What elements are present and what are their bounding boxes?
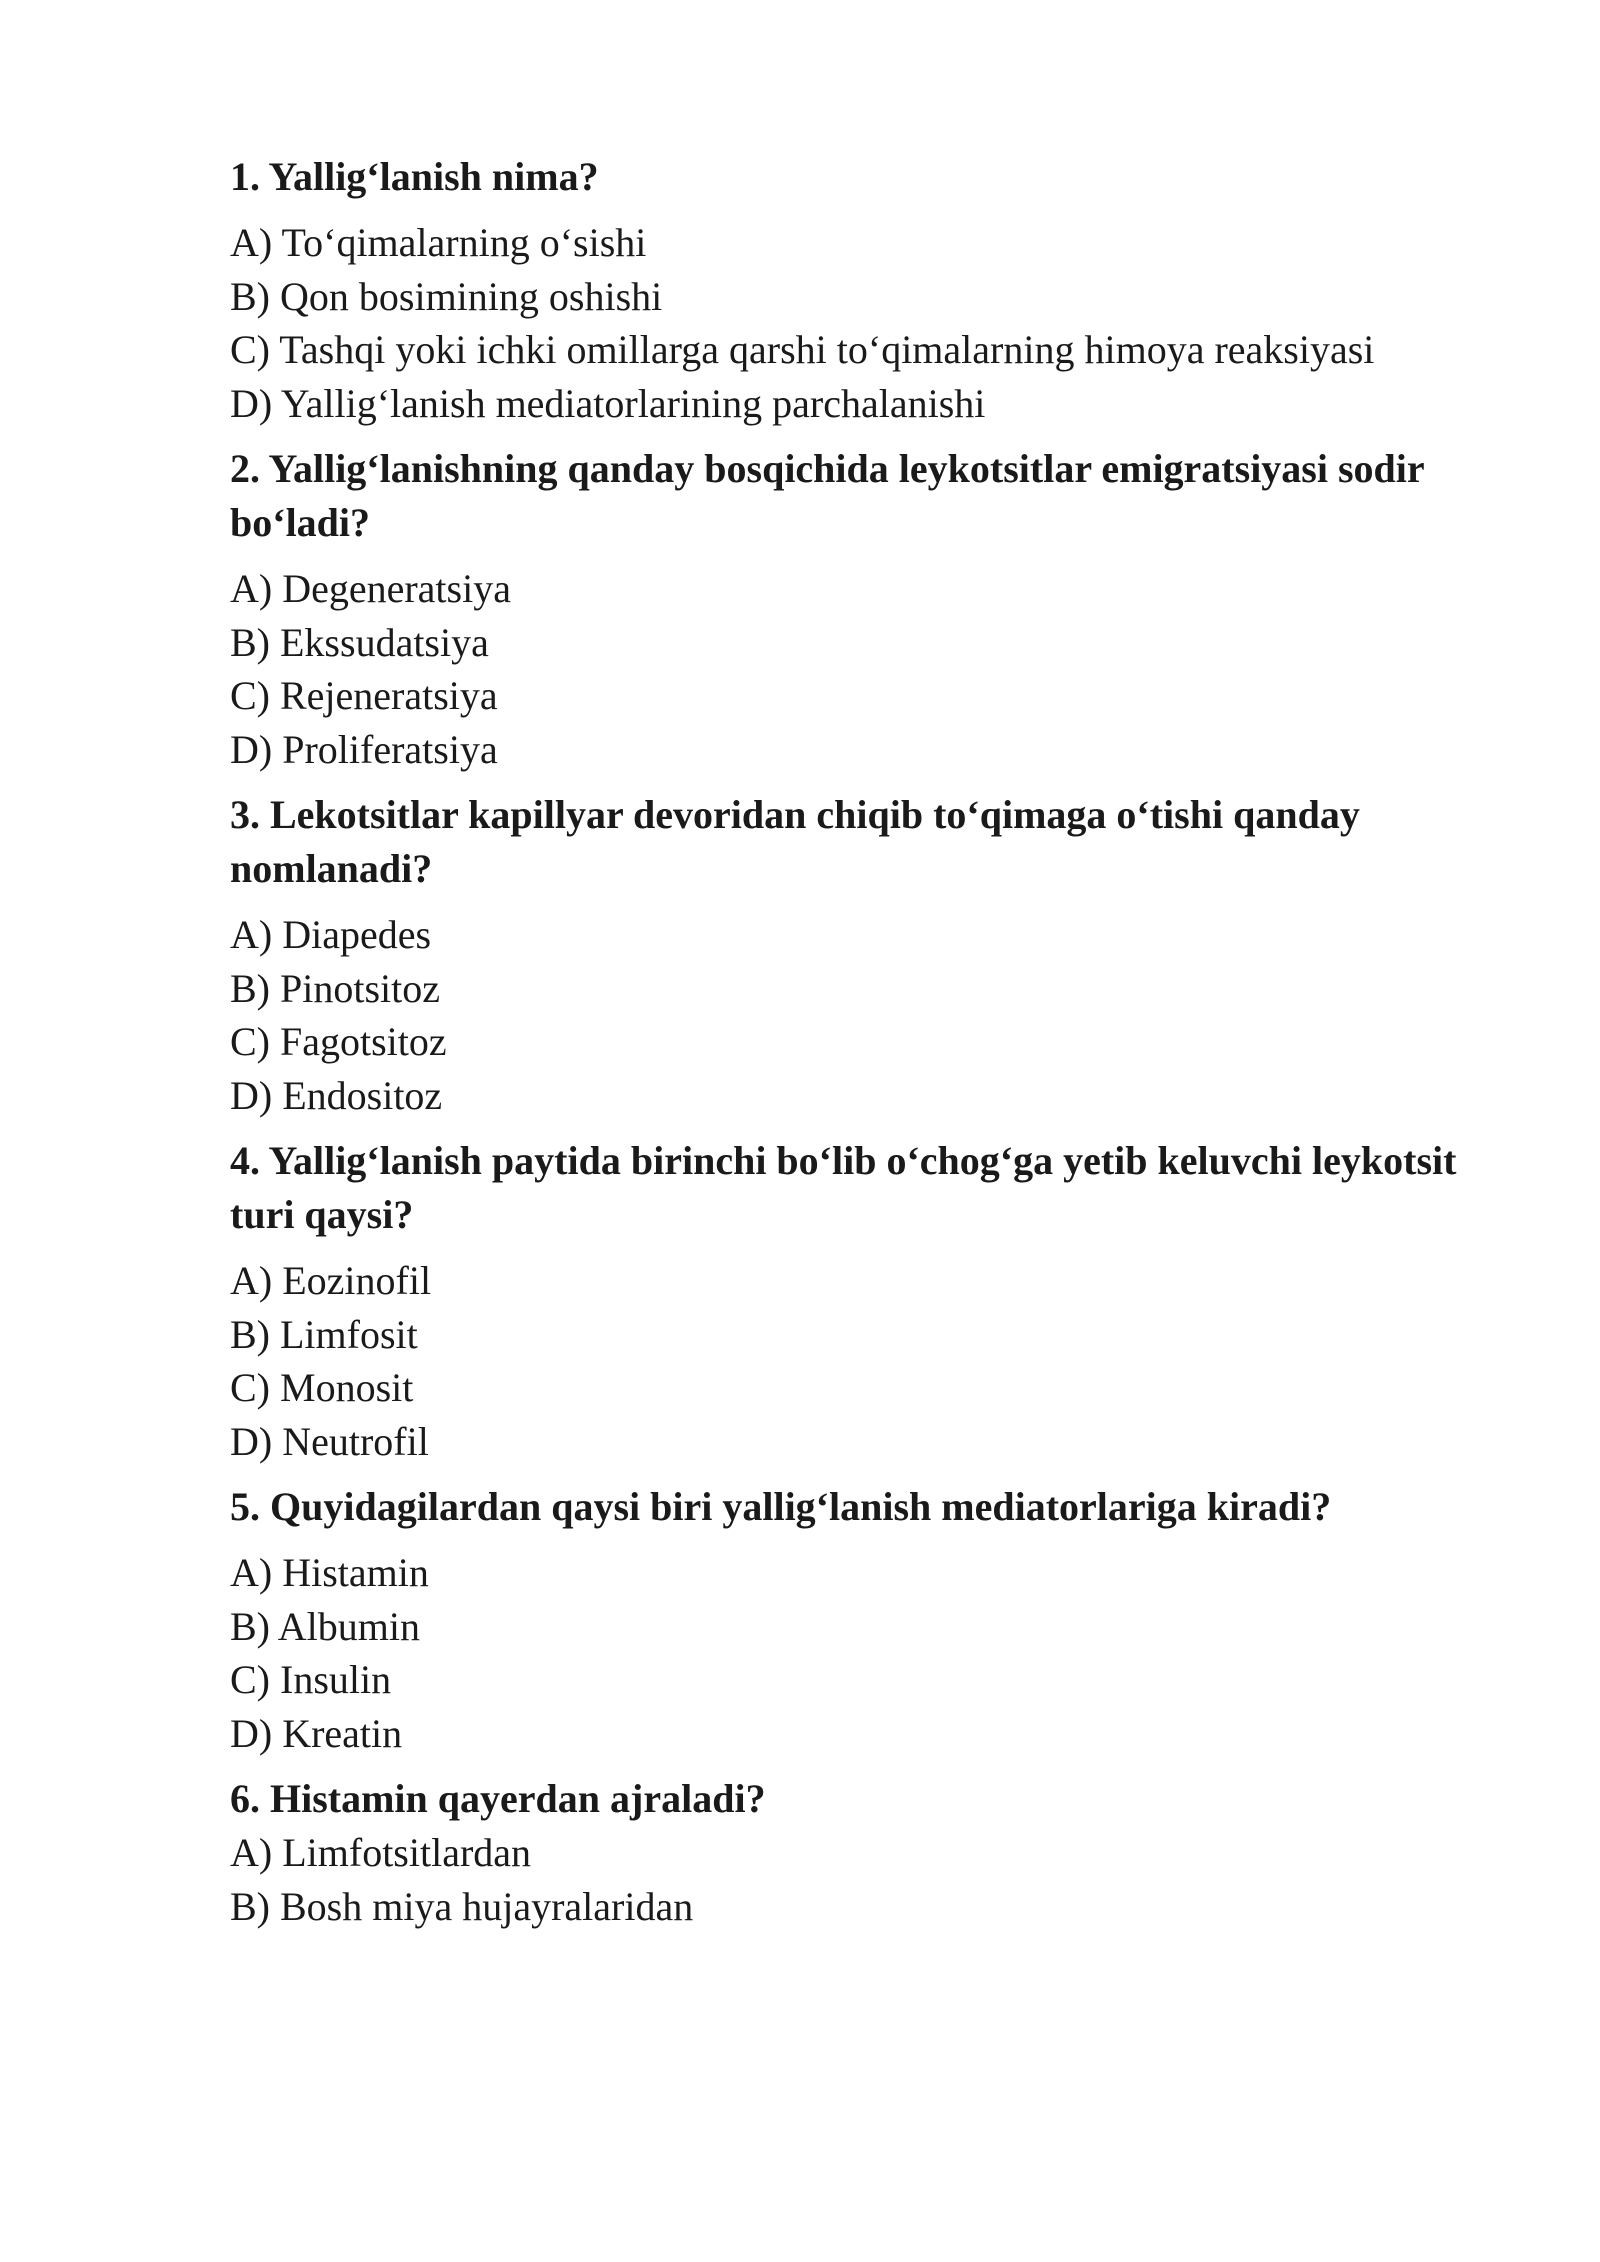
question-1	[230, 150, 1490, 430]
question-6	[230, 1772, 1490, 1933]
option-c: C) Tashqi yoki ichki omillarga qarshi to‘qimalarning himoya reaksiyasi	[230, 327, 1375, 372]
answer-options	[230, 562, 1490, 776]
question-5	[230, 1480, 1490, 1760]
option-b: B) Limfosit	[230, 1311, 418, 1357]
option-a: A) Limfotsitlardan	[230, 1830, 532, 1875]
question-title: 4. Yallig‘lanish paytida birinchi bo‘lib o‘chog‘ga yetib keluvchi leykotsit turi qaysi?	[230, 1138, 1457, 1237]
answer-options	[230, 1826, 1490, 1933]
answer-options	[230, 1254, 1490, 1468]
option-a: A) Eozinofil	[230, 1258, 432, 1303]
option-b: B) Ekssudatsiya	[230, 619, 489, 665]
question-title: 6. Histamin qayerdan ajraladi?	[230, 1776, 766, 1821]
option-b: B) Albumin	[230, 1603, 421, 1649]
question-title: 2. Yallig‘lanishning qanday bosqichida leykotsitlar emigratsiyasi sodir bo‘ladi?	[230, 446, 1424, 545]
question-4	[230, 1134, 1490, 1468]
option-c: C) Insulin	[230, 1657, 392, 1702]
option-a: A) Diapedes	[230, 912, 432, 957]
answer-options	[230, 216, 1490, 430]
option-d: D) Neutrofil	[230, 1418, 429, 1464]
option-a: A) Degeneratsiya	[230, 566, 511, 611]
answer-options	[230, 908, 1490, 1122]
question-title: 5. Quyidagilardan qaysi biri yallig‘lanish mediatorlariga kiradi?	[230, 1484, 1332, 1529]
option-b: B) Qon bosimining oshishi	[230, 273, 663, 319]
option-d: D) Proliferatsiya	[230, 726, 498, 772]
answer-options	[230, 1546, 1490, 1760]
question-2	[230, 442, 1490, 776]
option-c: C) Rejeneratsiya	[230, 673, 498, 718]
option-c: C) Monosit	[230, 1365, 414, 1410]
option-a: A) To‘qimalarning o‘sishi	[230, 220, 647, 265]
option-c: C) Fagotsitoz	[230, 1019, 447, 1064]
option-b: B) Bosh miya hujayralaridan	[230, 1883, 694, 1929]
document-page	[230, 150, 1490, 1945]
option-d: D) Endositoz	[230, 1072, 443, 1118]
question-title: 3. Lekotsitlar kapillyar devoridan chiqib to‘qimaga o‘tishi qanday nomlanadi?	[230, 792, 1360, 891]
option-d: D) Kreatin	[230, 1710, 403, 1756]
option-d: D) Yallig‘lanish mediatorlarining parchalanishi	[230, 380, 986, 426]
question-3	[230, 788, 1490, 1122]
option-a: A) Histamin	[230, 1550, 429, 1595]
question-title: 1. Yallig‘lanish nima?	[230, 154, 599, 199]
option-b: B) Pinotsitoz	[230, 965, 441, 1011]
